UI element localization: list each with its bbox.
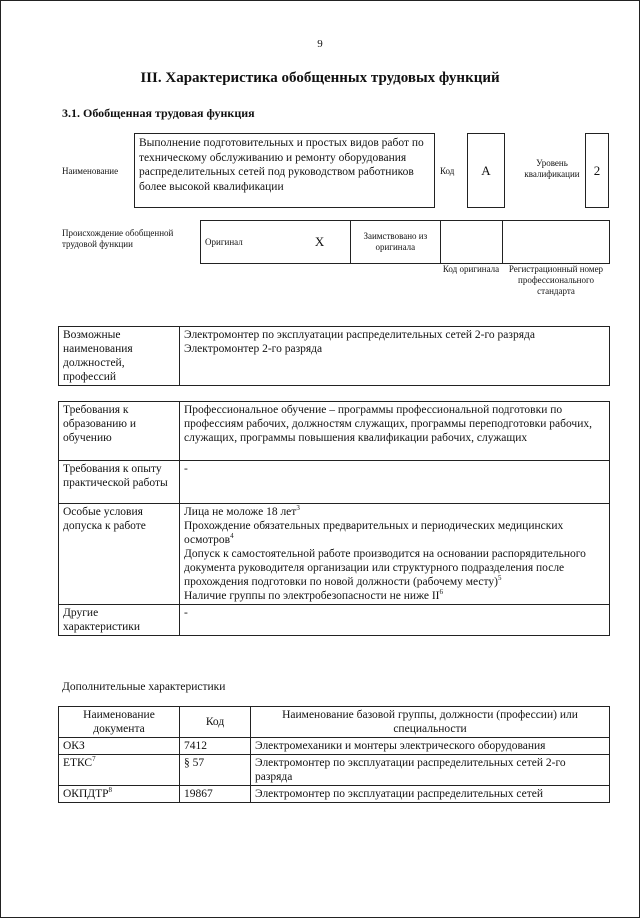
req-line: Профессиональное обучение – программы профессиональной подготовки по профессиям рабочих, должностям служащих, программы переподготовки рабочих, служащих, программы повышения квалификации рабочих, служащих: [184, 404, 592, 444]
req-education-value: [180, 402, 610, 461]
col-header-doc: Наименование документа: [59, 707, 180, 738]
col-header-name: Наименование базовой группы, должности (профессии) или специальности: [251, 707, 610, 738]
page-number: 9: [317, 38, 323, 50]
name-label: Наименование: [62, 166, 119, 176]
req-line: Прохождение обязательных предварительных и периодических медицинских осмотров$^4$: [184, 520, 564, 546]
req-line: -: [184, 607, 188, 619]
qualification-level: 2: [585, 133, 609, 208]
original-mark: X: [311, 221, 350, 264]
code-original-cell: [441, 221, 503, 264]
req-experience-label: Требования к опыту практической работы: [59, 461, 180, 504]
original-label: Оригинал: [201, 221, 311, 264]
table-row: [59, 755, 610, 786]
additional-table: [58, 706, 610, 803]
requirements-table: [58, 401, 610, 636]
origin-label: Происхождение обобщенной трудовой функции: [62, 228, 174, 249]
function-code: A: [467, 133, 505, 208]
borrowed-label: Заимствовано из оригинала: [350, 221, 441, 264]
reg-number-cell: [503, 221, 610, 264]
row-name: Электромеханики и монтеры электрического оборудования: [251, 738, 610, 755]
req-admission-label: Особые условия допуска к работе: [59, 504, 180, 605]
code-label: Код: [440, 166, 455, 176]
col-header-code: Код: [180, 707, 251, 738]
row-name: Электромонтер по эксплуатации распределительных сетей 2-го разряда: [251, 755, 610, 786]
level-label: Уровень квалификации: [524, 158, 580, 179]
section-title: III. Характеристика обобщенных трудовых функций: [140, 70, 500, 86]
row-doc: ОКПДТР$^8$: [59, 786, 180, 803]
positions-label: Возможные наименования должностей, профессий: [59, 327, 180, 386]
position-item: Электромонтер по эксплуатации распределительных сетей 2-го разряда: [184, 329, 535, 341]
req-experience-value: [180, 461, 610, 504]
code-original-label: Код оригинала: [442, 264, 500, 274]
req-line: Наличие группы по электробезопасности не ниже $II^6$: [184, 588, 444, 602]
row-name: Электромонтер по эксплуатации распределительных сетей: [251, 786, 610, 803]
row-code: § 57: [180, 755, 251, 786]
positions-table: [58, 326, 610, 386]
origin-table: [200, 220, 610, 264]
subsection-title: 3.1. Обобщенная трудовая функция: [62, 106, 255, 120]
req-other-label: Другие характеристики: [59, 605, 180, 636]
position-item: Электромонтер 2-го разряда: [184, 343, 323, 355]
req-other-value: [180, 605, 610, 636]
req-education-label: Требования к образованию и обучению: [59, 402, 180, 461]
function-name: Выполнение подготовительных и простых видов работ по техническому обслуживанию и ремонту оборудования распределительных сетей под руководством работников более высокой квалификации: [134, 133, 435, 208]
req-line: Лица не моложе 18 лет$^3$: [184, 504, 300, 518]
table-row: [59, 738, 610, 755]
req-line: -: [184, 463, 188, 475]
row-code: 7412: [180, 738, 251, 755]
row-doc: ЕТКС$^7$: [59, 755, 180, 786]
row-doc: ОКЗ: [59, 738, 180, 755]
reg-number-label: Регистрационный номер профессионального стандарта: [508, 264, 604, 296]
positions-values: [180, 327, 610, 386]
additional-title: Дополнительные характеристики: [62, 681, 226, 693]
table-row: [59, 786, 610, 803]
req-admission-value: [180, 504, 610, 605]
row-code: 19867: [180, 786, 251, 803]
req-line: Допуск к самостоятельной работе производится на основании распорядительного документа руководителя организации или структурного подразделения после прохождения подготовки по новой должности (рабочему месту)$^5$: [184, 548, 586, 588]
